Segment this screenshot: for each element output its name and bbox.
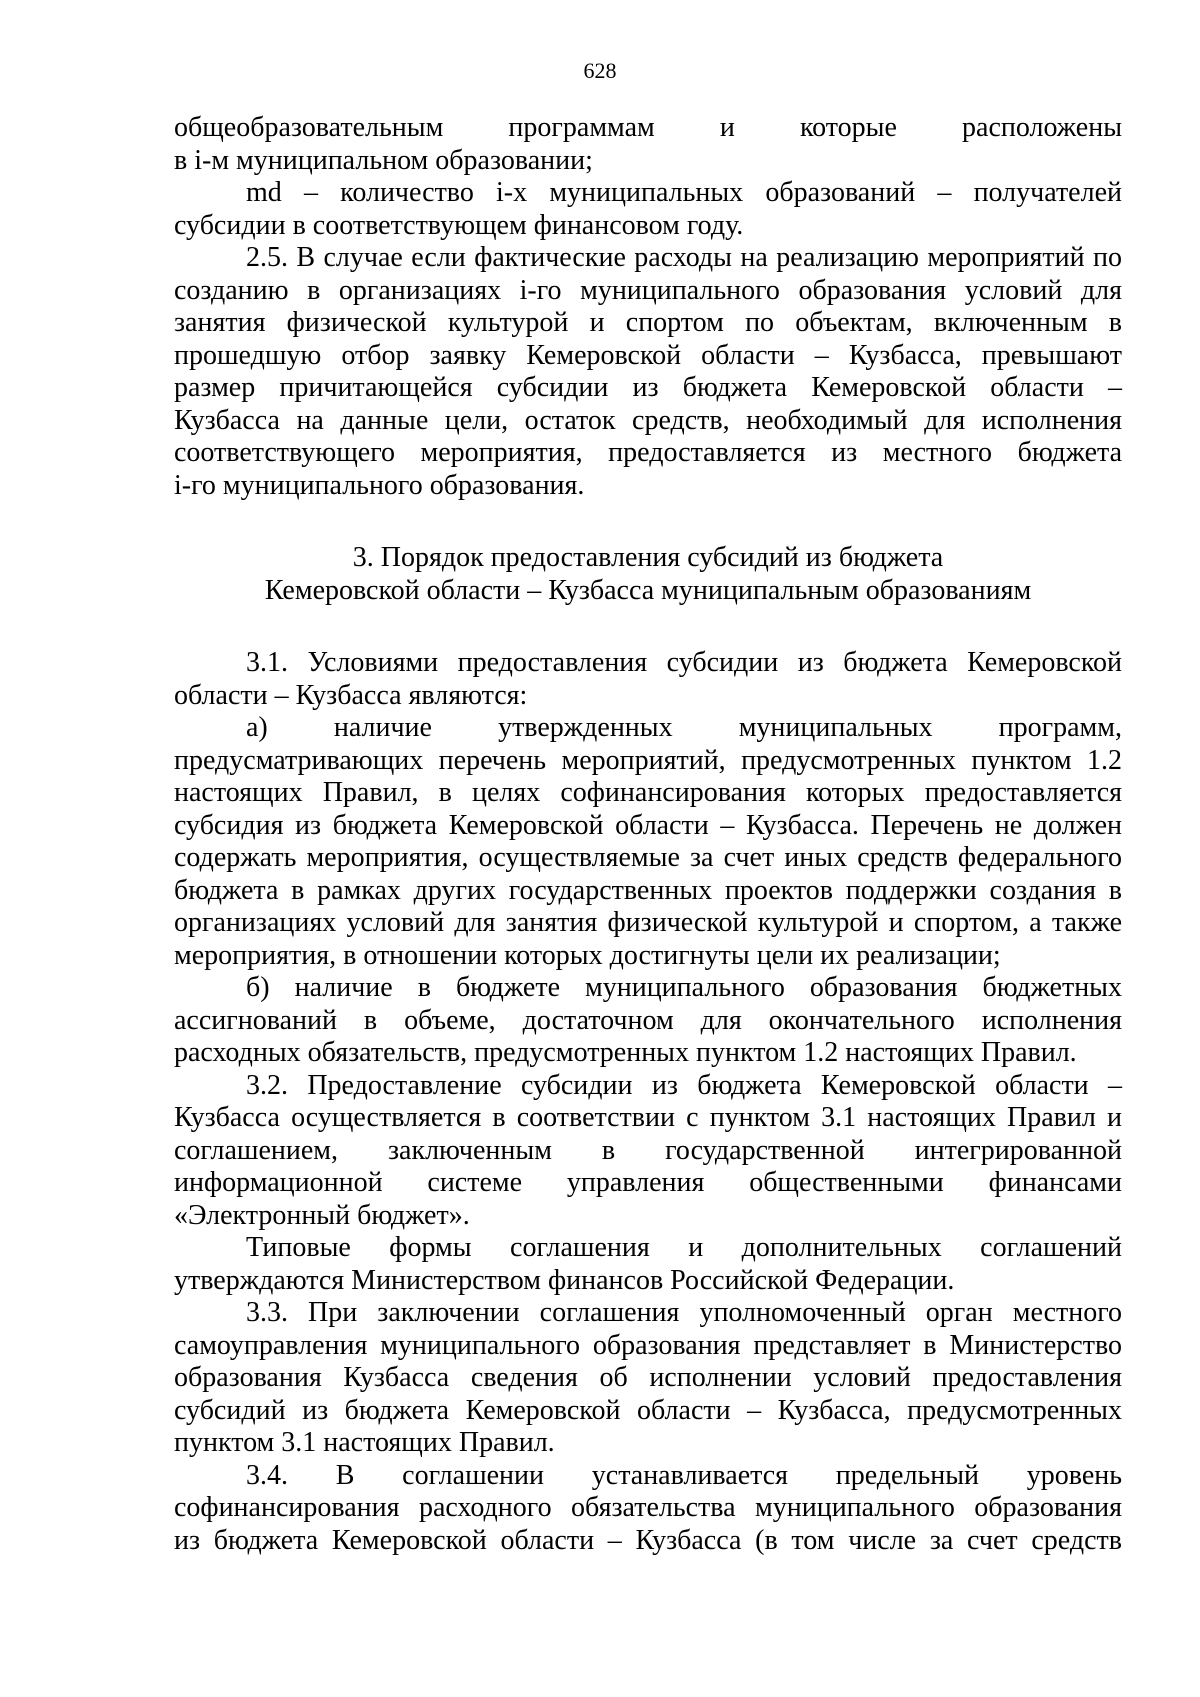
document-body: [174, 112, 1122, 1557]
text-line: Типовые формы соглашения и дополнительных соглашений: [246, 1232, 1122, 1263]
text-line: а) наличие утвержденных муниципальных программ,: [246, 712, 1122, 743]
text-line: бюджета в рамках других государственных проектов поддержки создания в: [174, 874, 1122, 906]
text-line: из бюджета Кемеровской области – Кузбасса (в том числе за счет средств: [174, 1524, 1122, 1556]
text-line: прошедшую отбор заявку Кемеровской области – Кузбасса, превышают: [174, 339, 1122, 371]
heading-line: 3. Порядок предоставления субсидий из бюджета: [352, 542, 944, 573]
text-line: md – количество i-х муниципальных образований – получателей: [246, 177, 1122, 208]
text-line: настоящих Правил, в целях софинансирования которых предоставляется: [174, 777, 1122, 808]
text-line: информационной системе управления общественными финансами: [174, 1167, 1122, 1198]
text-line: пунктом 3.1 настоящих Правил.: [174, 1427, 555, 1458]
paragraph-3-4: [174, 1460, 1122, 1558]
paragraph-md-definition: [174, 177, 1122, 242]
text-line: субсидии в соответствующем финансовом году.: [174, 209, 744, 241]
text-line: в i-м муниципальном образовании;: [174, 144, 593, 176]
text-line: «Электронный бюджет».: [174, 1199, 470, 1231]
text-line: мероприятия, в отношении которых достигнуты цели их реализации;: [174, 939, 1001, 971]
page-number: 628: [583, 58, 617, 83]
text-line: Кузбасса осуществляется в соответствии с пунктом 3.1 настоящих Правил и: [174, 1102, 1122, 1133]
text-line: ассигнований в объеме, достаточном для окончательного исполнения: [174, 1004, 1122, 1036]
text-line: i-го муниципального образования.: [174, 469, 585, 501]
text-line: предусматривающих перечень мероприятий, предусмотренных пунктом 1.2: [174, 744, 1122, 776]
text-line: 3.2. Предоставление субсидии из бюджета Кемеровской области –: [246, 1069, 1122, 1101]
text-line: области – Кузбасса являются:: [174, 679, 528, 711]
paragraph-3-3: [174, 1297, 1122, 1460]
paragraph-3-2: [174, 1070, 1122, 1233]
text-line: б) наличие в бюджете муниципального образования бюджетных: [246, 972, 1122, 1003]
text-line: расходных обязательств, предусмотренных пунктом 1.2 настоящих Правил.: [174, 1037, 1077, 1068]
heading-line: Кемеровской области – Кузбасса муниципальным образованиям: [264, 574, 1032, 606]
paragraph-continuation: [174, 112, 1122, 177]
text-line: соответствующего мероприятия, предоставляется из местного бюджета: [174, 437, 1122, 468]
text-line: образования Кузбасса сведения об исполнении условий предоставления: [174, 1362, 1122, 1393]
text-line: 3.3. При заключении соглашения уполномоченный орган местного: [246, 1297, 1122, 1328]
text-line: утверждаются Министерством финансов Российской Федерации.: [174, 1264, 955, 1296]
text-line: занятия физической культурой и спортом по объектам, включенным в: [174, 307, 1122, 338]
text-line: соглашением, заключенным в государственной интегрированной: [174, 1134, 1122, 1166]
text-line: субсидия из бюджета Кемеровской области – Кузбасса. Перечень не должен: [174, 809, 1122, 841]
section-heading: [174, 542, 1122, 607]
paragraph-3-1: [174, 647, 1122, 712]
text-line: организациях условий для занятия физической культурой и спортом, а также: [174, 907, 1122, 938]
text-line: 2.5. В случае если фактические расходы на реализацию мероприятий по: [246, 242, 1122, 273]
text-line: самоуправления муниципального образования представляет в Министерство: [174, 1329, 1122, 1361]
text-line: содержать мероприятия, осуществляемые за счет иных средств федерального: [174, 842, 1122, 873]
paragraph-3-1-a: [174, 712, 1122, 972]
text-line: Кузбасса на данные цели, остаток средств, необходимый для исполнения: [174, 404, 1122, 436]
text-line: общеобразовательным программам и которые расположены: [174, 112, 1122, 143]
text-line: размер причитающейся субсидии из бюджета Кемеровской области –: [174, 372, 1122, 403]
text-line: субсидий из бюджета Кемеровской области – Кузбасса, предусмотренных: [174, 1394, 1122, 1426]
text-line: созданию в организациях i-го муниципального образования условий для: [174, 274, 1122, 306]
paragraph-3-1-b: [174, 972, 1122, 1070]
text-line: софинансирования расходного обязательства муниципального образования: [174, 1492, 1122, 1523]
text-line: 3.4. В соглашении устанавливается предельный уровень: [246, 1459, 1122, 1491]
text-line: 3.1. Условиями предоставления субсидии из бюджета Кемеровской: [246, 647, 1122, 678]
paragraph-2-5: [174, 242, 1122, 502]
paragraph-typical-forms: [174, 1232, 1122, 1297]
